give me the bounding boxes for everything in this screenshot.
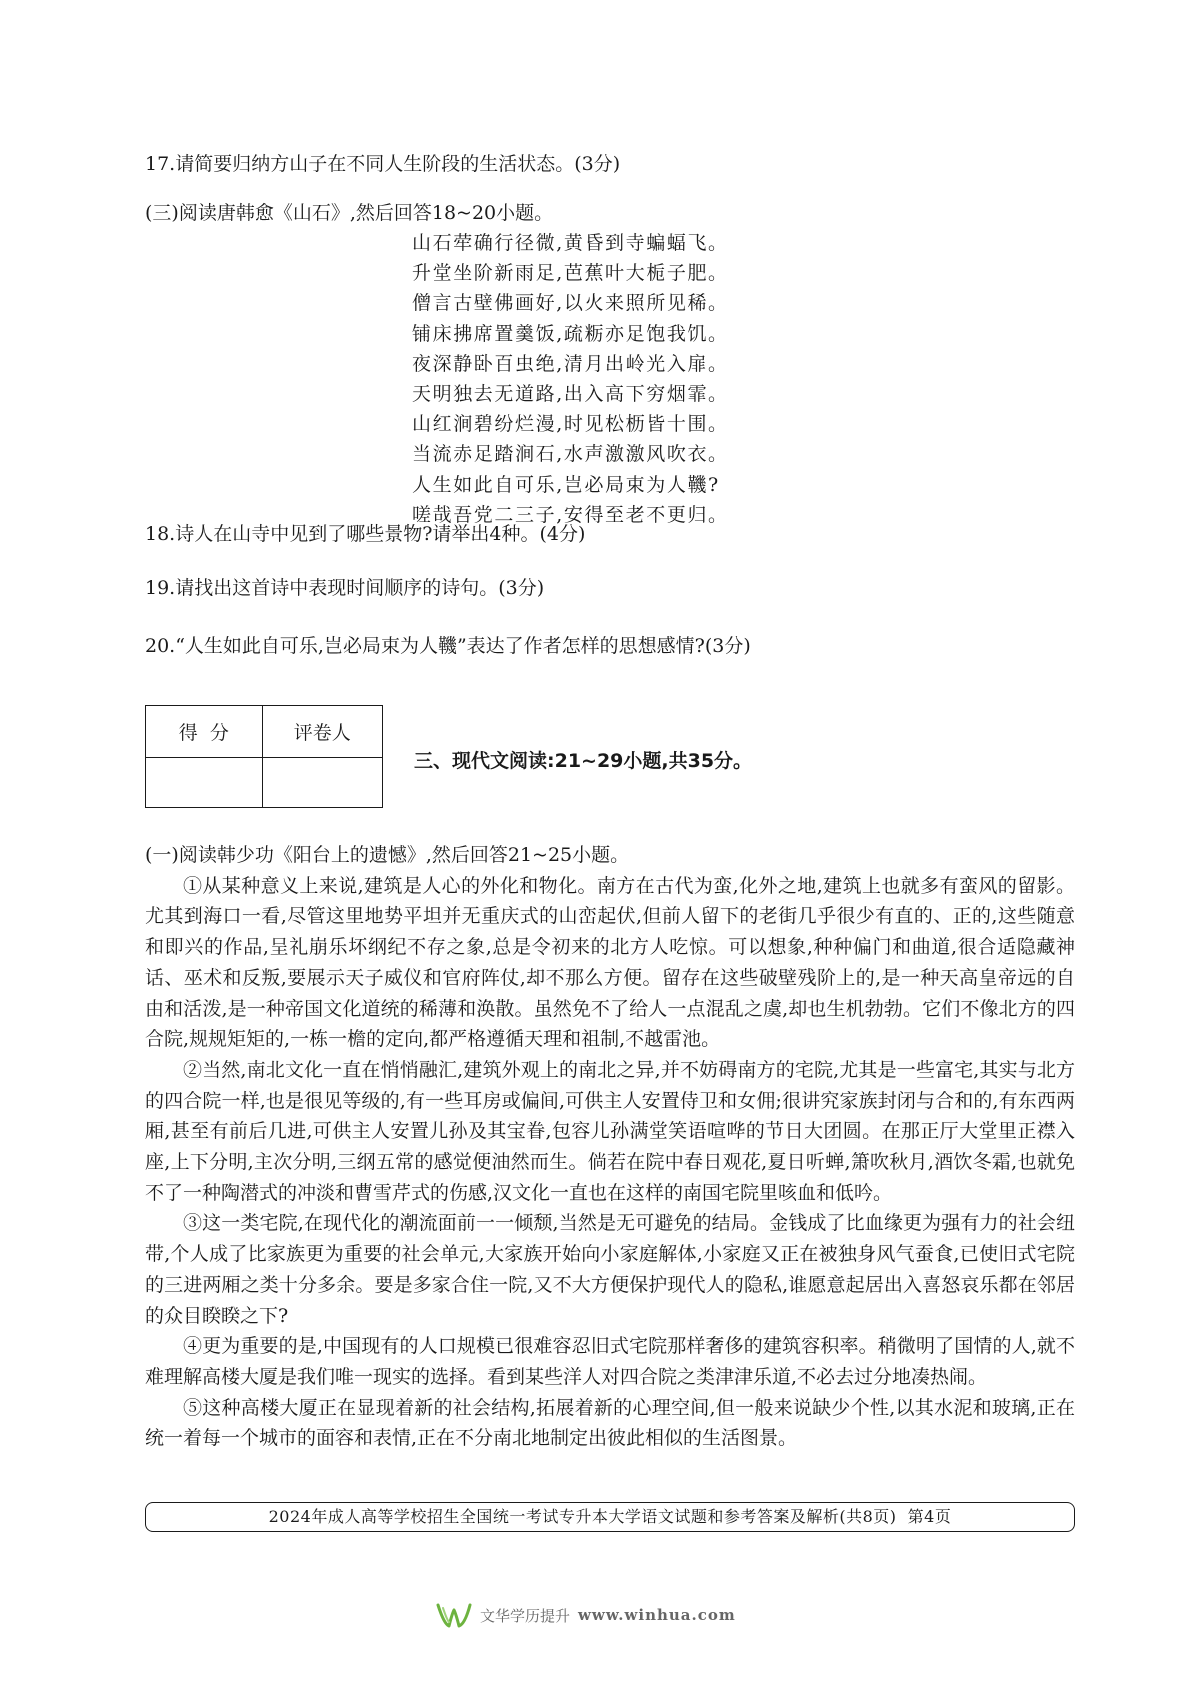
- poem-line: 嗟哉吾党二三子,安得至老不更归。: [412, 503, 729, 526]
- score-table: [145, 705, 383, 808]
- watermark-url: www.winhua.com: [578, 1606, 736, 1624]
- paragraph: ⑤这种高楼大厦正在显现着新的社会结构,拓展着新的心理空间,但一般来说缺少个性,以其水泥和玻璃,正在统一着每一个城市的面容和表情,正在不分南北地制定出彼此相似的生活图景。: [145, 1396, 1075, 1450]
- poem-body: [412, 228, 729, 530]
- poem-line: 山石荦确行径微,黄昏到寺蝙蝠飞。: [412, 232, 729, 254]
- paragraph: ④更为重要的是,中国现有的人口规模已很难容忍旧式宅院那样奢侈的建筑容积率。稍微明了国情的人,就不难理解高楼大厦是我们唯一现实的选择。看到某些洋人对四合院之类津津乐道,不必去过分地凑热闹。: [145, 1335, 1075, 1388]
- question-20: 20.“人生如此自可乐,岂必局束为人鞿”表达了作者怎样的思想感情?(3分): [145, 635, 751, 657]
- poem-line: 当流赤足踏涧石,水声激激风吹衣。: [412, 443, 729, 466]
- grader-cell: [262, 758, 382, 809]
- score-label: 得 分: [178, 721, 229, 744]
- grader-label: 评卷人: [262, 706, 382, 757]
- page-footer: [145, 1502, 1075, 1532]
- reading-intro: (一)阅读韩少功《阳台上的遗憾》,然后回答21~25小题。: [145, 844, 630, 866]
- poem-intro: (三)阅读唐韩愈《山石》,然后回答18~20小题。: [145, 202, 554, 224]
- poem-line: 人生如此自可乐,岂必局束为人鞿?: [412, 473, 720, 496]
- poem-line: 夜深静卧百虫绝,清月出岭光入扉。: [412, 352, 729, 375]
- question-19: 19.请找出这首诗中表现时间顺序的诗句。(3分): [145, 577, 545, 599]
- watermark: [436, 1600, 736, 1630]
- section-title: 三、现代文阅读:21~29小题,共35分。: [414, 750, 753, 772]
- winhua-logo-icon: [436, 1602, 472, 1628]
- paragraph: ②当然,南北文化一直在悄悄融汇,建筑外观上的南北之异,并不妨碍南方的宅院,尤其是一些富宅,其实与北方的四合院一样,也是很见等级的,有一些耳房或偏间,可供主人安置侍卫和女佣;很讲究家族封闭与合和的,有东西两厢,甚至有前后几进,可供主人安置儿孙及其宝眷,包容儿孙满堂笑语喧哗的节日大团圆。在那正厅大堂里正襟入座,上下分明,主次分明,三纲五常的感觉便油然而生。倘若在院中春日观花,夏日听蝉,箫吹秋月,酒饮冬霜,也就免不了一种陶潜式的冲淡和曹雪芹式的伤感,汉文化一直也在这样的南国宅院里咳血和低吟。: [145, 1058, 1075, 1204]
- poem-line: 天明独去无道路,出入高下穷烟霏。: [412, 382, 729, 405]
- footer-text: 2024年成人高等学校招生全国统一考试专升本大学语文试题和参考答案及解析(共8页) 第4页: [268, 1507, 952, 1526]
- reading-passage: [145, 840, 1075, 1454]
- poem-line: 山红涧碧纷烂漫,时见松枥皆十围。: [412, 413, 729, 436]
- poem-line: 升堂坐阶新雨足,芭蕉叶大栀子肥。: [412, 262, 729, 285]
- poem-line: 僧言古壁佛画好,以火来照所见稀。: [412, 292, 729, 315]
- question-18: 18.诗人在山寺中见到了哪些景物?请举出4种。(4分): [145, 523, 586, 545]
- paragraph: ①从某种意义上来说,建筑是人心的外化和物化。南方在古代为蛮,化外之地,建筑上也就多有蛮风的留影。尤其到海口一看,尽管这里地势平坦并无重庆式的山峦起伏,但前人留下的老街几乎很少有直的、正的,这些随意和即兴的作品,呈礼崩乐坏纲纪不存之象,总是令初来的北方人吃惊。可以想象,种种偏门和曲道,很合适隐藏神话、巫术和反叛,要展示天子威仪和官府阵仗,却不那么方便。留存在这些破壁残阶上的,是一种天高皇帝远的自由和活泼,是一种帝国文化道统的稀薄和涣散。虽然免不了给人一点混乱之虞,却也生机勃勃。它们不像北方的四合院,规规矩矩的,一栋一檐的定向,都严格遵循天理和祖制,不越雷池。: [145, 874, 1075, 1051]
- paragraph: ③这一类宅院,在现代化的潮流面前一一倾颓,当然是无可避免的结局。金钱成了比血缘更为强有力的社会纽带,个人成了比家族更为重要的社会单元,大家族开始向小家庭解体,小家庭又正在被独身风气蚕食,已使旧式宅院的三进两厢之类十分多余。要是多家合住一院,又不大方便保护现代人的隐私,谁愿意起居出入喜怒哀乐都在邻居的众目睽睽之下?: [145, 1212, 1075, 1327]
- score-cell: [146, 758, 262, 809]
- poem-line: 铺床拂席置羹饭,疏粝亦足饱我饥。: [412, 322, 729, 345]
- question-17: 17.请简要归纳方山子在不同人生阶段的生活状态。(3分): [145, 153, 621, 175]
- watermark-brand: 文华学历提升: [480, 1606, 571, 1625]
